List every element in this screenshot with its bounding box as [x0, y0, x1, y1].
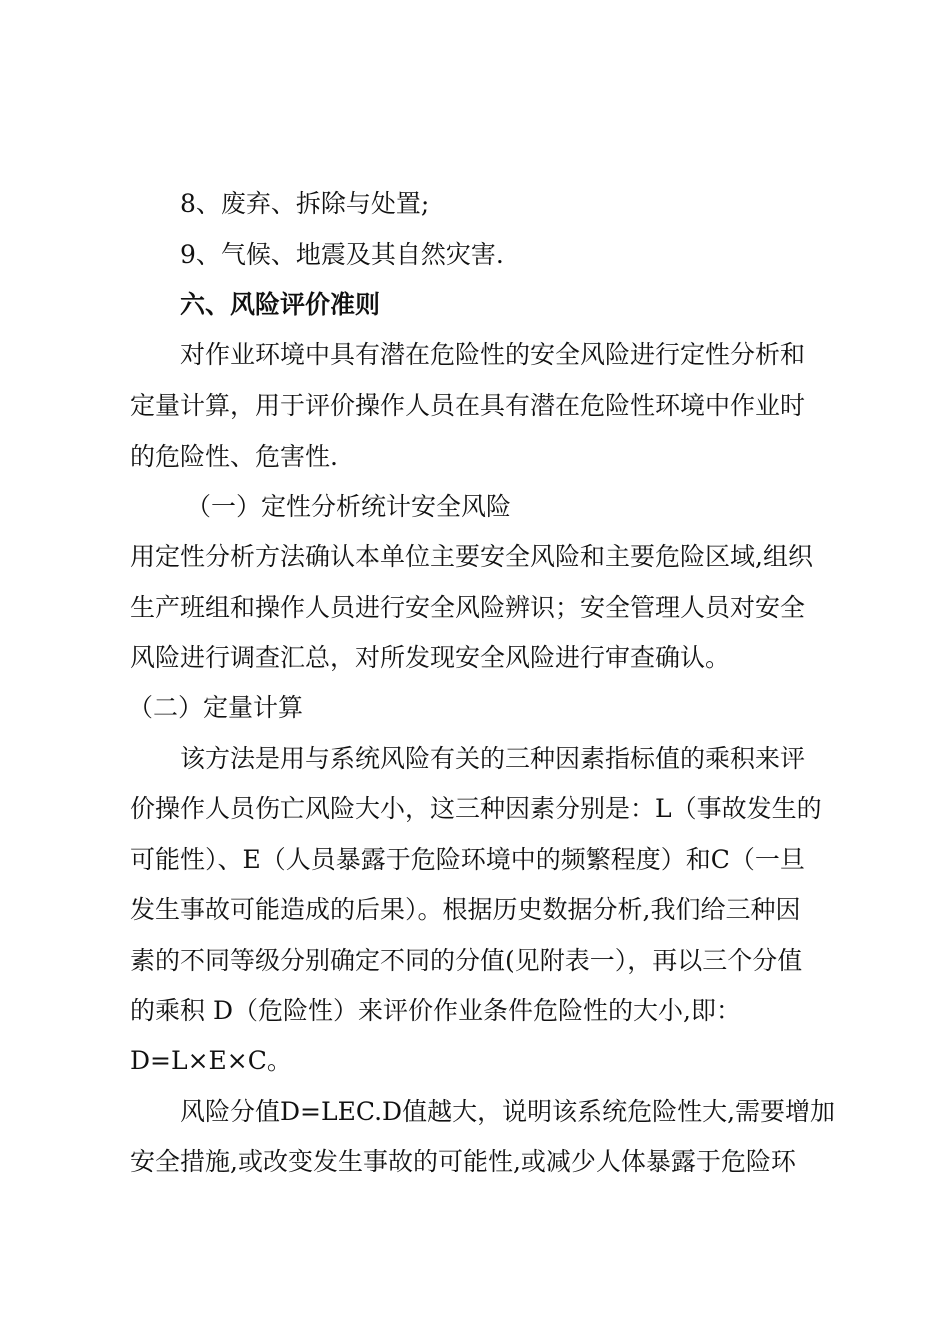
- paragraph-1-line-1: 对作业环境中具有潜在危险性的安全风险进行定性分析和: [180, 340, 806, 369]
- paragraph-4-line-1: 风险分值D=LEC.D值越大，说明该系统危险性大,需要增加: [180, 1097, 836, 1126]
- paragraph-1-line-3: 的危险性、危害性.: [130, 442, 338, 471]
- paragraph-2-line-3: 风险进行调查汇总，对所发现安全风险进行审查确认。: [130, 643, 731, 672]
- list-item-8: 8、废弃、拆除与处置;: [180, 189, 430, 218]
- paragraph-3-line-1: 该方法是用与系统风险有关的三种因素指标值的乘积来评: [180, 744, 806, 773]
- paragraph-1-line-2: 定量计算，用于评价操作人员在具有潜在危险性环境中作业时: [130, 391, 806, 420]
- paragraph-3-line-6: 的乘积 D（危险性）来评价作业条件危险性的大小,即：: [130, 996, 741, 1025]
- subheading-1: （一）定性分析统计安全风险: [186, 492, 512, 521]
- paragraph-3-line-4: 发生事故可能造成的后果）。根据历史数据分析,我们给三种因: [130, 895, 801, 924]
- paragraph-3-line-3: 可能性）、E（人员暴露于危险环境中的频繁程度）和C（一旦: [130, 845, 805, 874]
- paragraph-4-line-2: 安全措施,或改变发生事故的可能性,或减少人体暴露于危险环: [130, 1147, 796, 1176]
- formula-line: D=L×E×C。: [130, 1046, 292, 1075]
- paragraph-2-line-2: 生产班组和操作人员进行安全风险辨识；安全管理人员对安全: [130, 593, 806, 622]
- list-item-9: 9、气候、地震及其自然灾害.: [180, 240, 504, 269]
- paragraph-3-line-2: 价操作人员伤亡风险大小，这三种因素分别是：L（事故发生的: [130, 794, 822, 823]
- paragraph-3-line-5: 素的不同等级分别确定不同的分值(见附表一），再以三个分值: [130, 946, 803, 975]
- paragraph-2-line-1: 用定性分析方法确认本单位主要安全风险和主要危险区域,组织: [130, 542, 813, 571]
- subheading-2: （二）定量计算: [128, 693, 304, 722]
- section-heading-6: 六、风险评价准则: [180, 290, 381, 319]
